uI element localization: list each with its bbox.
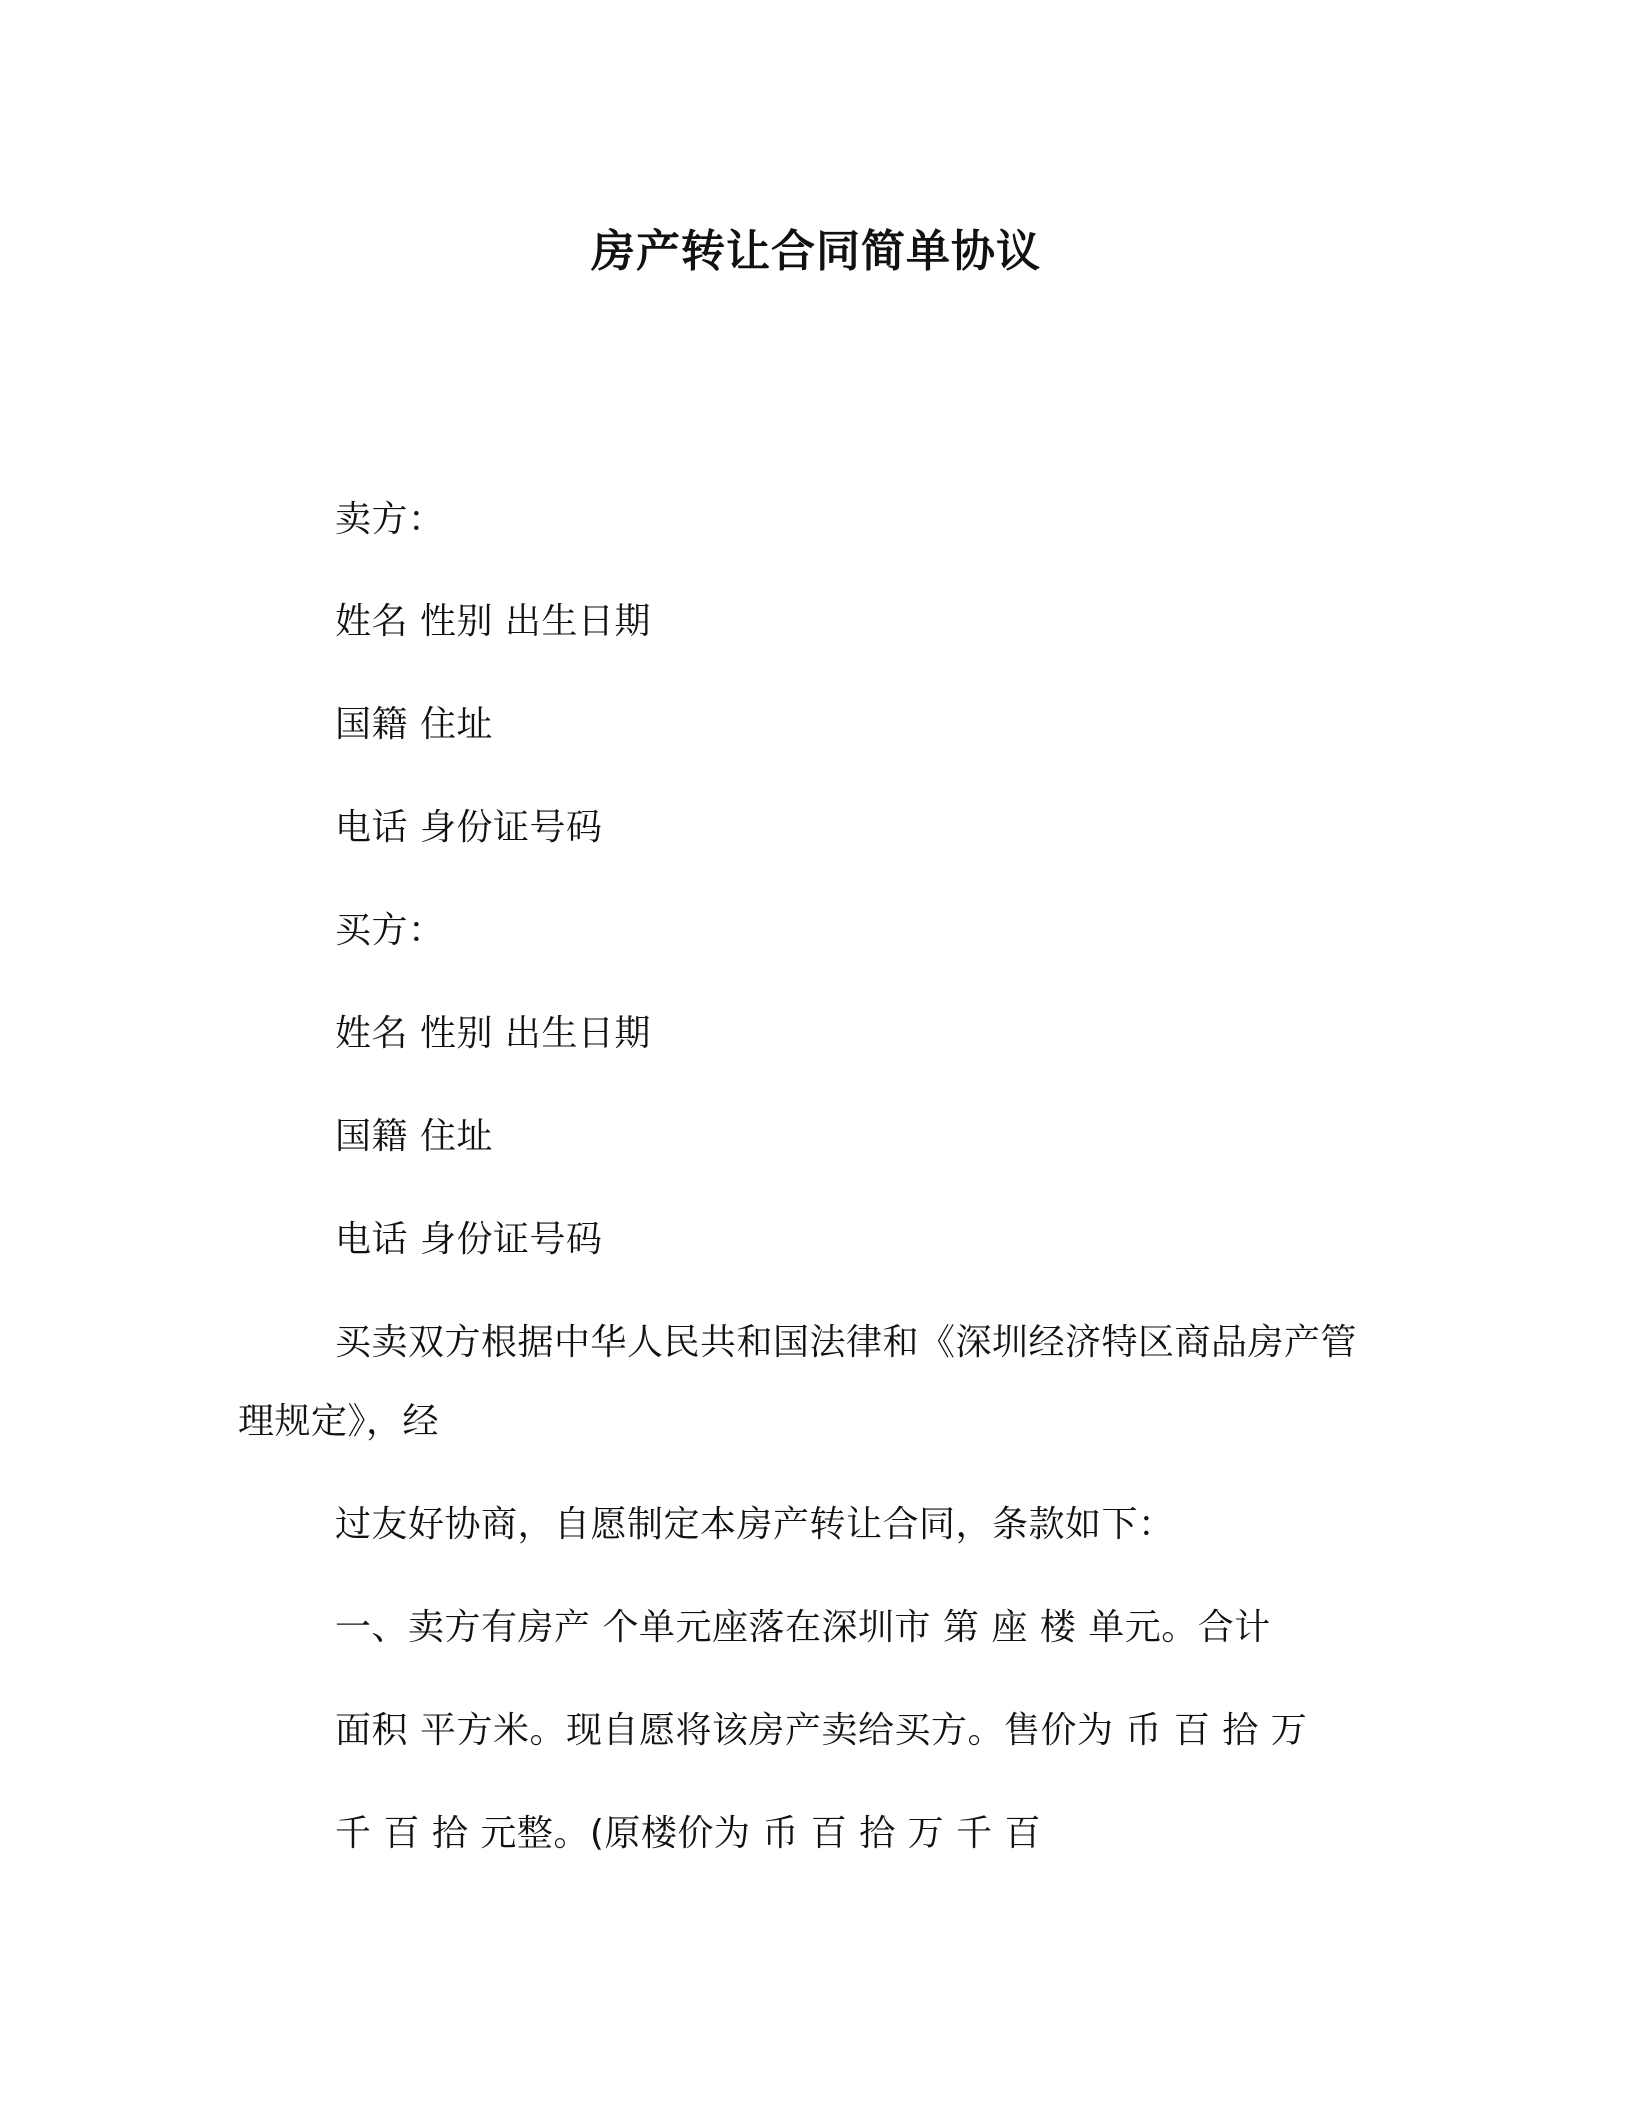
document-title: 房产转让合同简单协议: [591, 226, 1041, 277]
seller-phone-id: 电话 身份证号码: [335, 807, 603, 848]
clause-1-line-2: 面积 平方米。现自愿将该房产卖给买方。售价为 币 百 拾 万: [335, 1710, 1308, 1751]
seller-nationality-address: 国籍 住址: [335, 704, 493, 745]
buyer-phone-id: 电话 身份证号码: [335, 1219, 603, 1260]
clause-1-line-1: 一、卖方有房产 个单元座落在深圳市 第 座 楼 单元。合计: [335, 1607, 1271, 1648]
buyer-name-gender-birthdate: 姓名 性别 出生日期: [335, 1013, 651, 1054]
intro-paragraph-line-3: 过友好协商，自愿制定本房产转让合同，条款如下：: [335, 1504, 1175, 1545]
clause-1-line-3: 千 百 拾 元整。(原楼价为 币 百 拾 万 千 百: [335, 1813, 1042, 1854]
intro-paragraph-line-2: 理规定》，经: [238, 1401, 440, 1442]
buyer-heading: 买方：: [335, 910, 445, 951]
seller-name-gender-birthdate: 姓名 性别 出生日期: [335, 601, 651, 642]
seller-heading: 卖方：: [335, 499, 445, 540]
buyer-nationality-address: 国籍 住址: [335, 1116, 493, 1157]
intro-paragraph-line-1: 买卖双方根据中华人民共和国法律和《深圳经济特区商品房产管: [335, 1322, 1358, 1363]
